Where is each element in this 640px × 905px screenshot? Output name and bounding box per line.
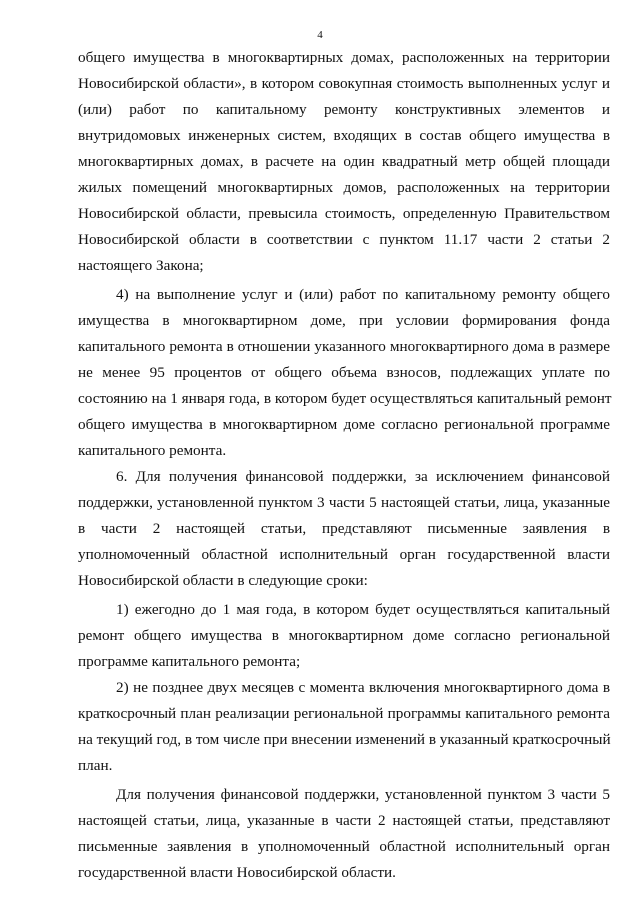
- text-line: настоящего Закона;: [78, 257, 204, 274]
- text-line: капитального ремонта.: [78, 442, 227, 459]
- text-line: настоящей статьи, лица, указанные в части 2 настоящей статьи, представляют: [78, 812, 610, 829]
- text-line: Новосибирской области в следующие сроки:: [78, 572, 368, 589]
- text-line: не менее 95 процентов от общего объема взносов, подлежащих уплате по: [78, 364, 610, 381]
- text-line: капитального ремонта в отношении указанного многоквартирного дома в размере: [78, 338, 610, 355]
- text-line: имущества в многоквартирном доме, при условии формирования фонда: [78, 312, 610, 329]
- text-line: общего имущества в многоквартирных домах, расположенных на территории: [78, 49, 610, 66]
- text-line: в части 2 настоящей статьи, представляют письменные заявления в: [78, 520, 610, 537]
- text-line: общего имущества в многоквартирном доме согласно региональной программе: [78, 416, 610, 433]
- text-line: Новосибирской области в соответствии с пунктом 11.17 части 2 статьи 2: [78, 231, 610, 248]
- text-line: государственной власти Новосибирской области.: [78, 864, 396, 881]
- text-line: 2) не позднее двух месяцев с момента включения многоквартирного дома в: [116, 679, 610, 696]
- text-line: поддержки, установленной пунктом 3 части 5 настоящей статьи, лица, указанные: [78, 494, 610, 511]
- text-line: программе капитального ремонта;: [78, 653, 301, 670]
- text-line: 4) на выполнение услуг и (или) работ по капитальному ремонту общего: [116, 286, 610, 303]
- text-line: внутридомовых инженерных систем, входящих в состав общего имущества в: [78, 127, 610, 144]
- text-line: 6. Для получения финансовой поддержки, за исключением финансовой: [116, 468, 610, 485]
- text-line: план.: [78, 757, 113, 774]
- text-line: многоквартирных домах, в расчете на один квадратный метр общей площади: [78, 153, 610, 170]
- text-line: краткосрочный план реализации региональной программы капитального ремонта: [78, 705, 610, 722]
- text-line: 1) ежегодно до 1 мая года, в котором будет осуществляться капитальный: [116, 601, 610, 618]
- text-line: Новосибирской области», в котором совокупная стоимость выполненных услуг и: [78, 75, 610, 92]
- text-line: Новосибирской области, превысила стоимость, определенную Правительством: [78, 205, 610, 222]
- text-line: уполномоченный областной исполнительный орган государственной власти: [78, 546, 610, 563]
- text-line: письменные заявления в уполномоченный областной исполнительный орган: [78, 838, 610, 855]
- text-line: Для получения финансовой поддержки, установленной пунктом 3 части 5: [116, 786, 610, 803]
- page-number: 4: [317, 29, 323, 41]
- text-line: состоянию на 1 января года, в котором будет осуществляться капитальный ремонт: [78, 390, 612, 407]
- text-line: на текущий год, в том числе при внесении изменений в указанный краткосрочный: [78, 731, 611, 748]
- text-line: ремонт общего имущества в многоквартирном доме согласно региональной: [78, 627, 610, 644]
- text-line: жилых помещений многоквартирных домов, расположенных на территории: [78, 179, 610, 196]
- text-line: (или) работ по капитальному ремонту конструктивных элементов и: [78, 101, 610, 118]
